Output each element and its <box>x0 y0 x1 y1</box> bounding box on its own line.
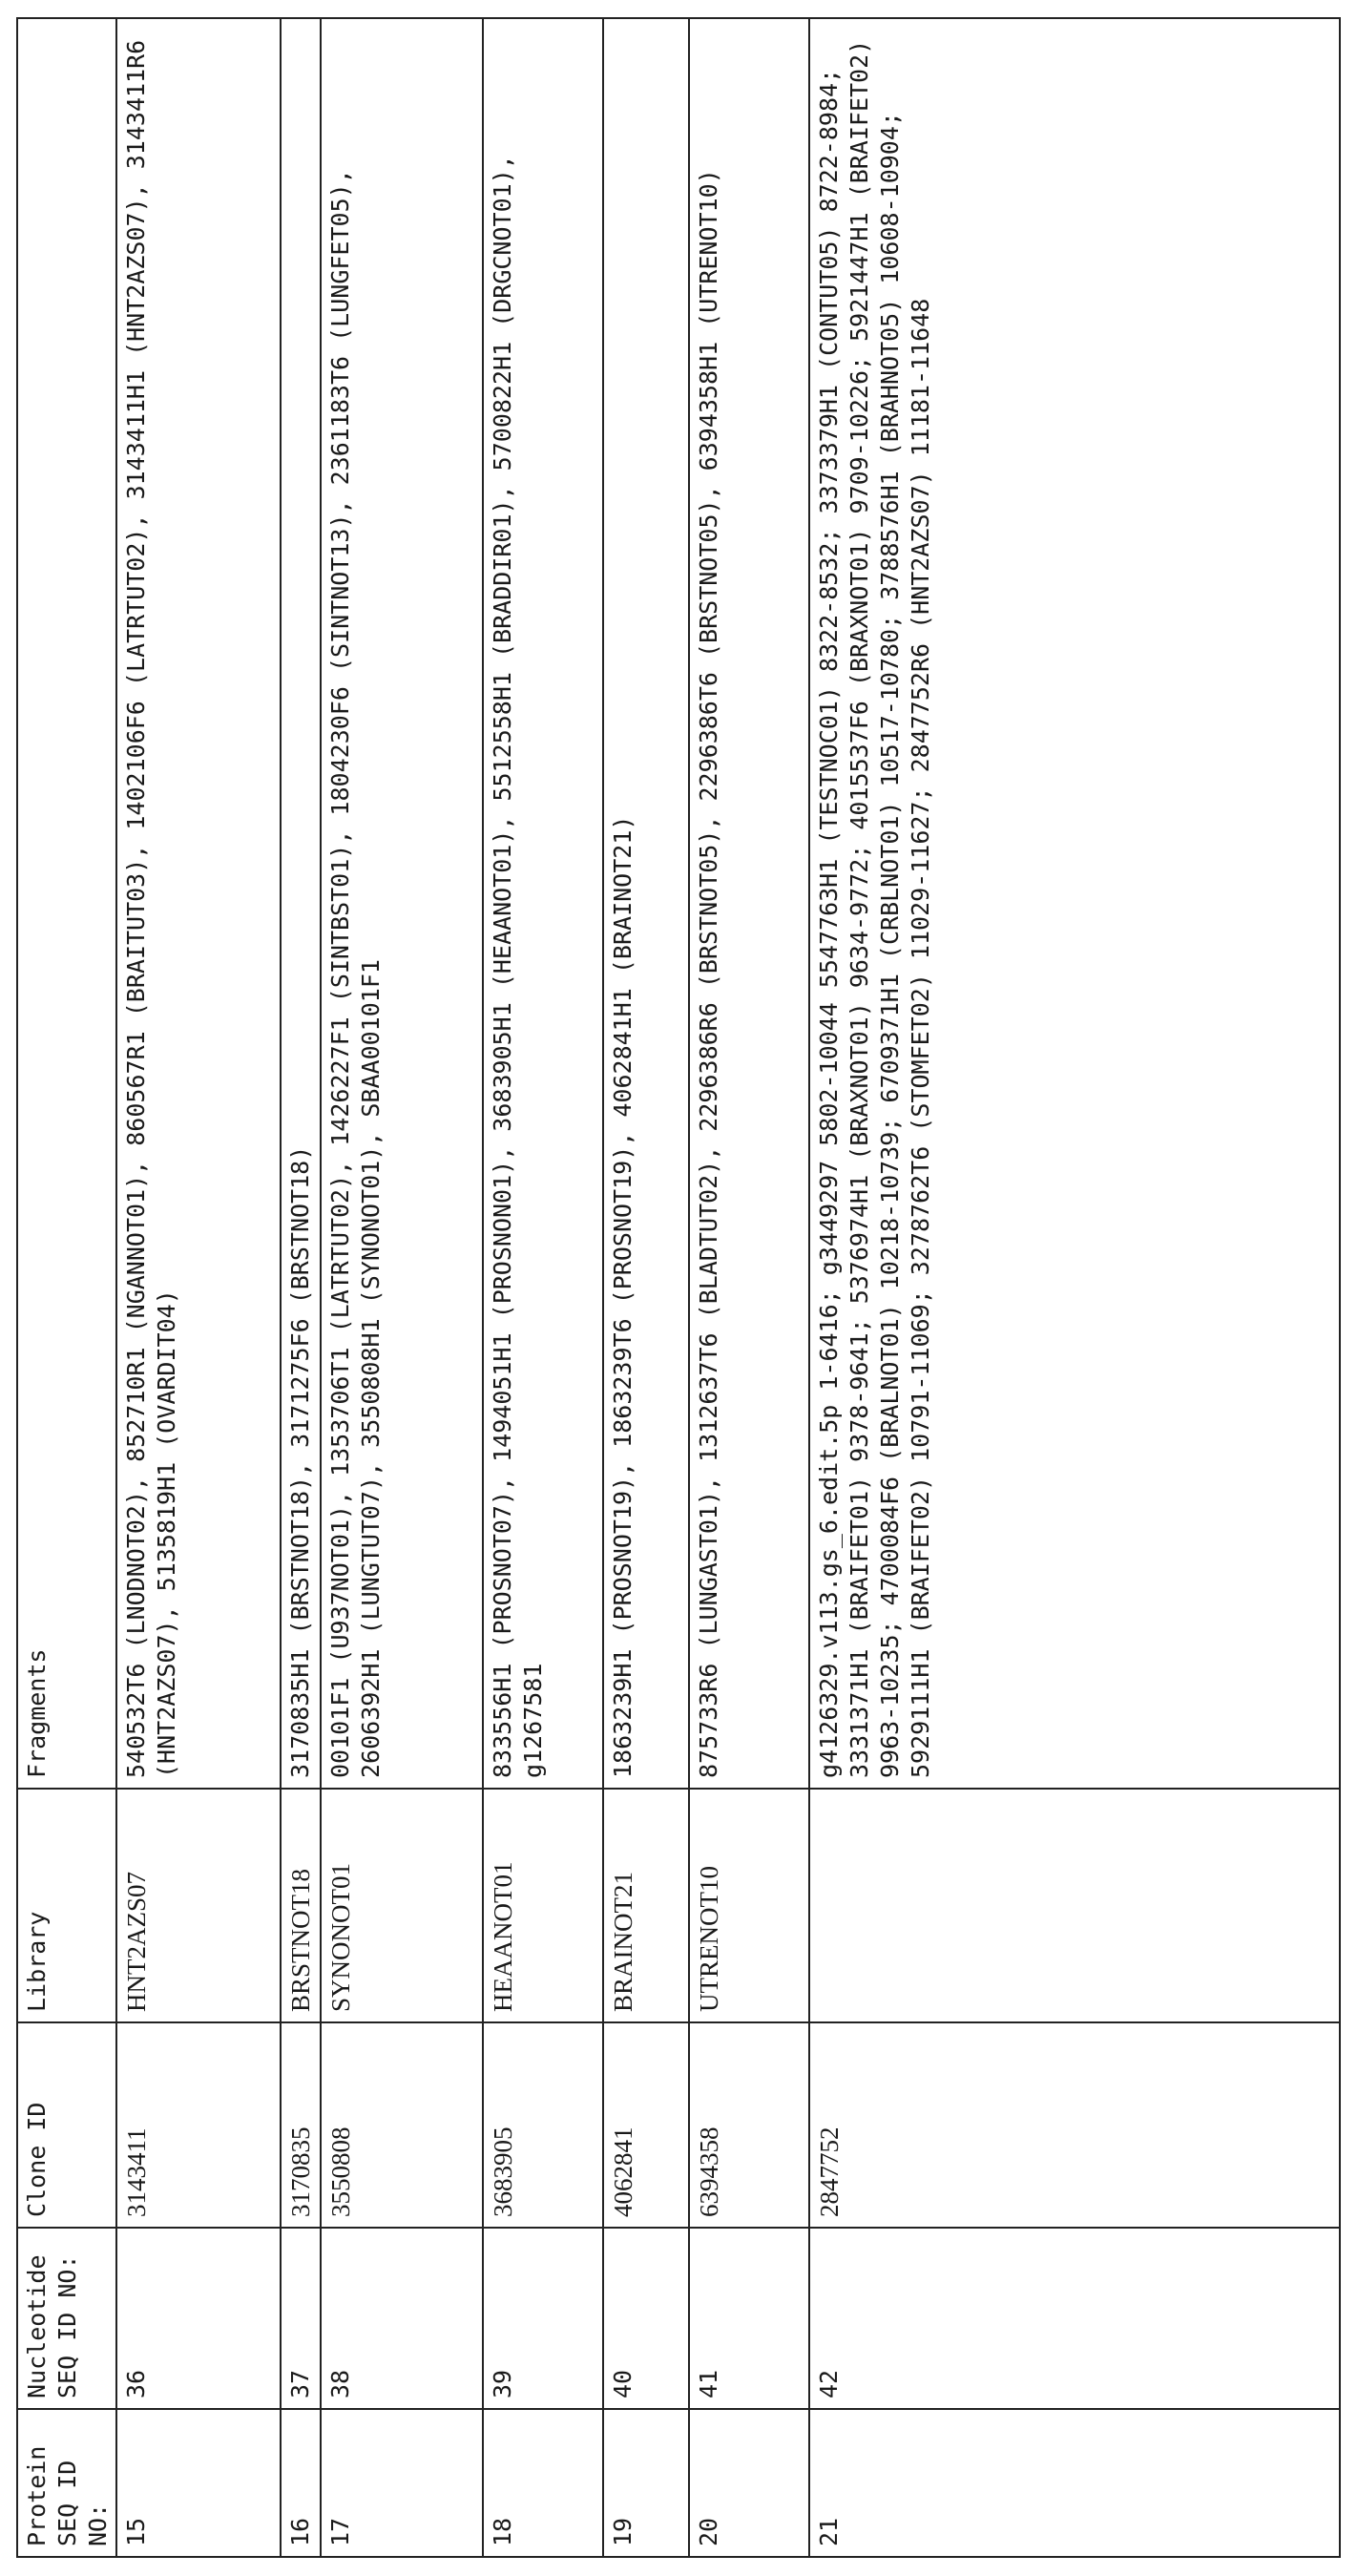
cell-nucleotide-id: 41 <box>689 2228 809 2409</box>
cell-nucleotide-id: 40 <box>603 2228 689 2409</box>
cell-library <box>809 1789 1340 2022</box>
cell-protein-id: 15 <box>116 2409 281 2557</box>
header-nucleotide-seq-id: Nucleotide SEQ ID NO: <box>17 2228 116 2409</box>
cell-nucleotide-id: 37 <box>281 2228 321 2409</box>
cell-nucleotide-id: 42 <box>809 2228 1340 2409</box>
cell-protein-id: 17 <box>321 2409 483 2557</box>
cell-protein-id: 19 <box>603 2409 689 2557</box>
cell-clone-id: 3683905 <box>483 2022 603 2228</box>
cell-fragments: 540532T6 (LNODNOT02), 852710R1 (NGANNOT01), 860567R1 (BRAITUT03), 1402106F6 (LATRTUT02), 3143411H1 (HNT2AZS07), 3143411R6 (HNT2AZS07), 5135819H1 (OVARDIT04) <box>116 18 281 1789</box>
document-page <box>0 0 1357 2576</box>
rotated-table-frame <box>16 19 1341 2558</box>
table-row <box>116 18 281 2557</box>
table-row <box>689 18 809 2557</box>
table-row <box>321 18 483 2557</box>
table-row <box>809 18 1340 2557</box>
cell-protein-id: 18 <box>483 2409 603 2557</box>
cell-clone-id: 2847752 <box>809 2022 1340 2228</box>
cell-protein-id: 20 <box>689 2409 809 2557</box>
table-row <box>603 18 689 2557</box>
cell-fragments: 3170835H1 (BRSTNOT18), 3171275F6 (BRSTNOT18) <box>281 18 321 1789</box>
header-clone-id: Clone ID <box>17 2022 116 2228</box>
cell-clone-id: 3143411 <box>116 2022 281 2228</box>
header-library: Library <box>17 1789 116 2022</box>
cell-fragments: 1863239H1 (PROSNOT19), 1863239T6 (PROSNOT19), 4062841H1 (BRAINOT21) <box>603 18 689 1789</box>
cell-clone-id: 4062841 <box>603 2022 689 2228</box>
table-header-row <box>17 18 116 2557</box>
cell-fragments: g4126329.v113.gs_6.edit.5p 1-6416; g3449297 5802-10044 5547763H1 (TESTNOC01) 8322-8532; 3373379H1 (CONTUT05) 8722-8984; 3331371H1 (BRAIFET01) 9378-9641; 5376974H1 (BRAXNOT01) 9634-9772; 4015537F6 (BRAXNOT01) 9709-10226; 5921447H1 (BRAIFET02) 9963-10235; 4700084F6 (BRALNOT01) 10218-10739; 6709371H1 (CRBLNOT01) 10517-10780; 3788576H1 (BRAHNOT05) 10608-10904; 5929111H1 (BRAIFET02) 10791-11069; 3278762T6 (STOMFET02) 11029-11627; 2847752R6 (HNT2AZS07) 11181-11648 <box>809 18 1340 1789</box>
cell-library: HEAANOT01 <box>483 1789 603 2022</box>
cell-clone-id: 6394358 <box>689 2022 809 2228</box>
cell-fragments: 833556H1 (PROSNOT07), 1494051H1 (PROSNON01), 3683905H1 (HEAANOT01), 5512558H1 (BRADDIR01), 5700822H1 (DRGCNOT01), g1267581 <box>483 18 603 1789</box>
cell-clone-id: 3170835 <box>281 2022 321 2228</box>
cell-library: BRAINOT21 <box>603 1789 689 2022</box>
table-row <box>483 18 603 2557</box>
cell-clone-id: 3550808 <box>321 2022 483 2228</box>
cell-protein-id: 16 <box>281 2409 321 2557</box>
header-protein-seq-id: Protein SEQ ID NO: <box>17 2409 116 2557</box>
table-row <box>281 18 321 2557</box>
cell-nucleotide-id: 36 <box>116 2228 281 2409</box>
cell-fragments: 875733R6 (LUNGAST01), 1312637T6 (BLADTUT02), 2296386R6 (BRSTNOT05), 2296386T6 (BRSTNOT05), 6394358H1 (UTRENOT10) <box>689 18 809 1789</box>
cell-nucleotide-id: 38 <box>321 2228 483 2409</box>
cell-library: UTRENOT10 <box>689 1789 809 2022</box>
cell-fragments: 00101F1 (U937NOT01), 1353706T1 (LATRTUT02), 1426227F1 (SINTBST01), 1804230F6 (SINTNOT13), 2361183T6 (LUNGFET05), 2606392H1 (LUNGTUT07), 3550808H1 (SYNONOT01), SBAA00101F1 <box>321 18 483 1789</box>
cell-nucleotide-id: 39 <box>483 2228 603 2409</box>
cell-library: SYNONOT01 <box>321 1789 483 2022</box>
sequence-table <box>16 17 1341 2558</box>
cell-library: BRSTNOT18 <box>281 1789 321 2022</box>
cell-protein-id: 21 <box>809 2409 1340 2557</box>
header-fragments: Fragments <box>17 18 116 1789</box>
cell-library: HNT2AZS07 <box>116 1789 281 2022</box>
